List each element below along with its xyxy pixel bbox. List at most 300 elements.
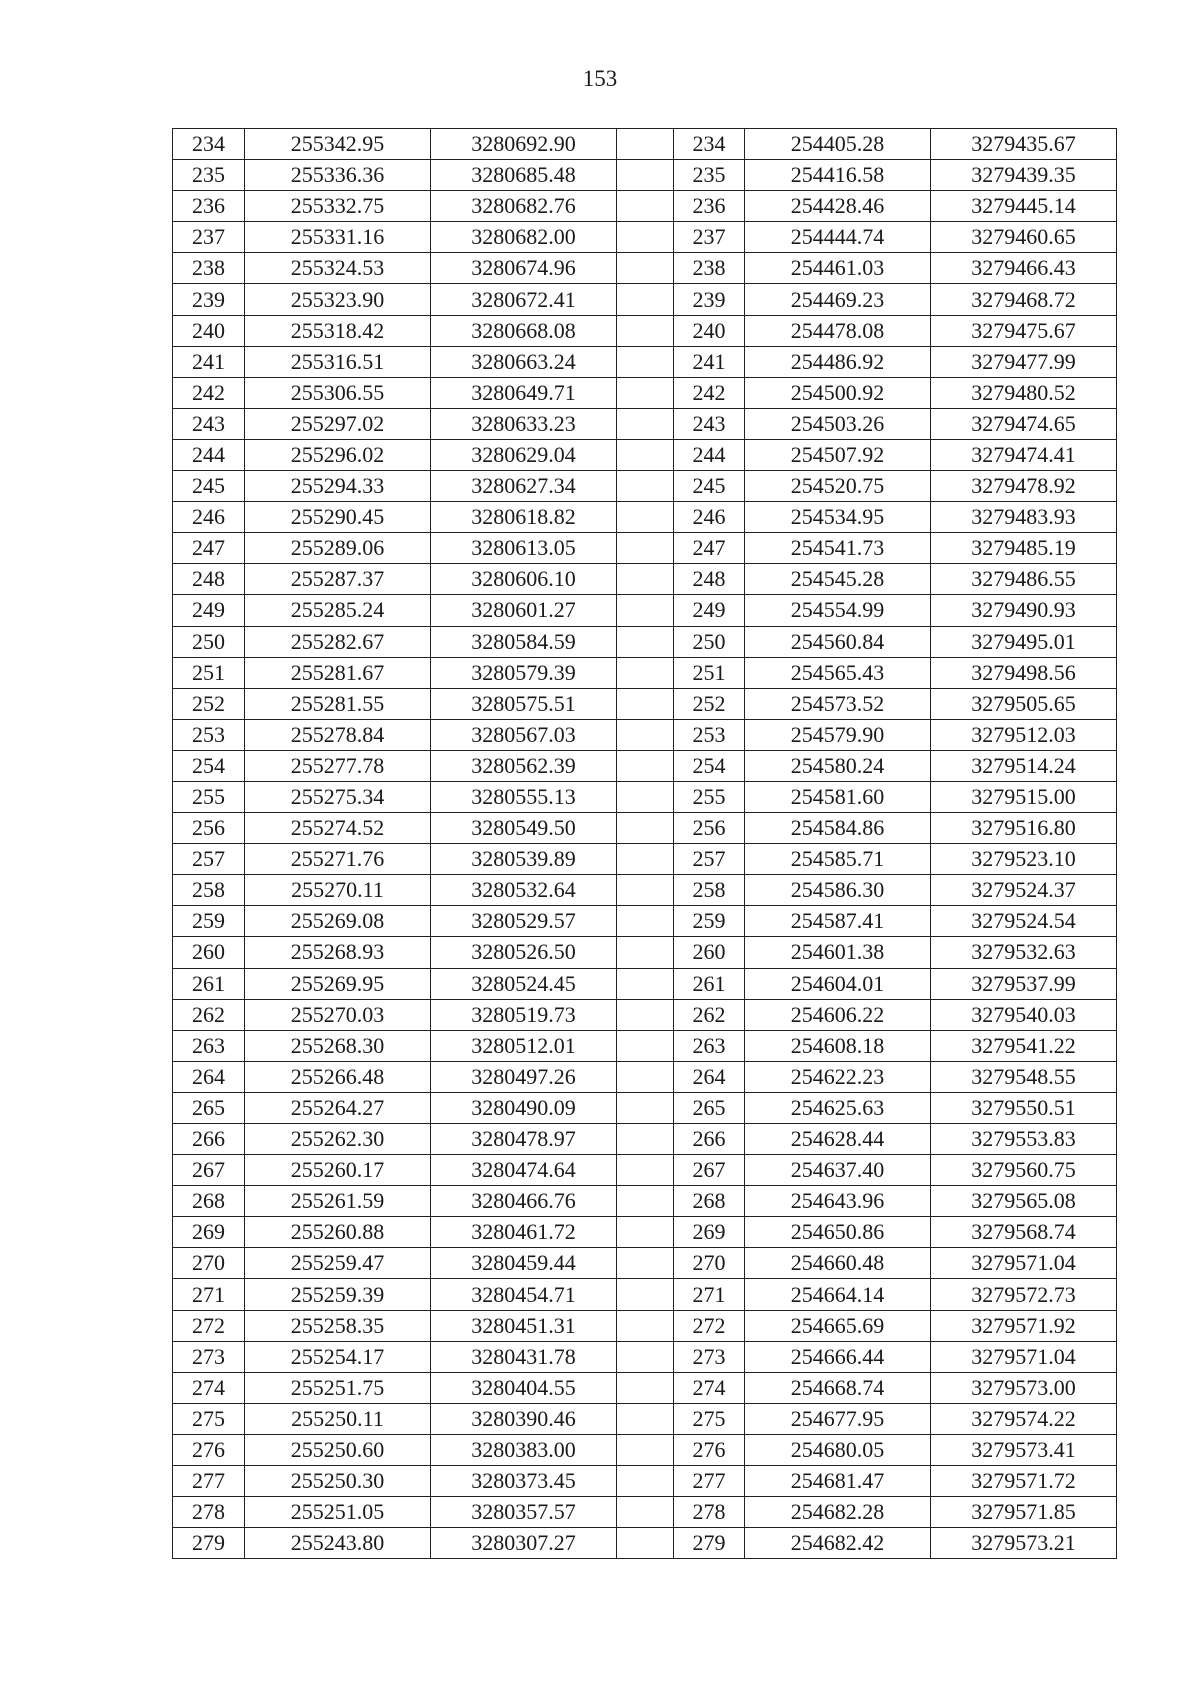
x-coordinate-left: 255269.08 (245, 906, 431, 937)
x-coordinate-left: 255251.75 (245, 1372, 431, 1403)
y-coordinate-left: 3280606.10 (431, 564, 617, 595)
point-number-right: 267 (674, 1155, 745, 1186)
point-number-left: 249 (173, 595, 245, 626)
point-number-left: 269 (173, 1217, 245, 1248)
separator-cell (617, 595, 674, 626)
x-coordinate-right: 254469.23 (745, 284, 931, 315)
separator-cell (617, 844, 674, 875)
y-coordinate-left: 3280601.27 (431, 595, 617, 626)
separator-cell (617, 937, 674, 968)
point-number-left: 253 (173, 719, 245, 750)
point-number-right: 239 (674, 284, 745, 315)
table-row (173, 1155, 1117, 1186)
point-number-left: 251 (173, 657, 245, 688)
point-number-left: 263 (173, 1030, 245, 1061)
x-coordinate-right: 254587.41 (745, 906, 931, 937)
y-coordinate-left: 3280451.31 (431, 1310, 617, 1341)
point-number-left: 273 (173, 1341, 245, 1372)
separator-cell (617, 875, 674, 906)
y-coordinate-left: 3280649.71 (431, 377, 617, 408)
y-coordinate-left: 3280519.73 (431, 999, 617, 1030)
y-coordinate-left: 3280685.48 (431, 160, 617, 191)
separator-cell (617, 906, 674, 937)
coordinates-table (172, 128, 1117, 1559)
point-number-left: 238 (173, 253, 245, 284)
table-row (173, 1217, 1117, 1248)
table-row (173, 253, 1117, 284)
y-coordinate-right: 3279560.75 (931, 1155, 1117, 1186)
separator-cell (617, 1186, 674, 1217)
x-coordinate-left: 255260.88 (245, 1217, 431, 1248)
point-number-right: 236 (674, 191, 745, 222)
x-coordinate-left: 255270.03 (245, 999, 431, 1030)
y-coordinate-right: 3279512.03 (931, 719, 1117, 750)
x-coordinate-left: 255250.11 (245, 1403, 431, 1434)
table-row (173, 1372, 1117, 1403)
y-coordinate-left: 3280307.27 (431, 1528, 617, 1559)
separator-cell (617, 999, 674, 1030)
y-coordinate-right: 3279574.22 (931, 1403, 1117, 1434)
separator-cell (617, 1279, 674, 1310)
point-number-left: 254 (173, 750, 245, 781)
y-coordinate-right: 3279495.01 (931, 626, 1117, 657)
x-coordinate-left: 255289.06 (245, 533, 431, 564)
table-row (173, 595, 1117, 626)
y-coordinate-right: 3279571.04 (931, 1341, 1117, 1372)
x-coordinate-right: 254581.60 (745, 781, 931, 812)
separator-cell (617, 1092, 674, 1123)
table-row (173, 1061, 1117, 1092)
y-coordinate-right: 3279571.72 (931, 1466, 1117, 1497)
table-row (173, 999, 1117, 1030)
point-number-right: 257 (674, 844, 745, 875)
x-coordinate-left: 255296.02 (245, 439, 431, 470)
table-row (173, 1124, 1117, 1155)
point-number-right: 248 (674, 564, 745, 595)
y-coordinate-left: 3280579.39 (431, 657, 617, 688)
point-number-left: 260 (173, 937, 245, 968)
point-number-right: 261 (674, 968, 745, 999)
separator-cell (617, 253, 674, 284)
y-coordinate-right: 3279553.83 (931, 1124, 1117, 1155)
table-row (173, 906, 1117, 937)
x-coordinate-right: 254580.24 (745, 750, 931, 781)
table-row (173, 626, 1117, 657)
x-coordinate-left: 255262.30 (245, 1124, 431, 1155)
y-coordinate-right: 3279571.04 (931, 1248, 1117, 1279)
separator-cell (617, 1434, 674, 1465)
point-number-left: 262 (173, 999, 245, 1030)
table-row (173, 1030, 1117, 1061)
y-coordinate-right: 3279524.37 (931, 875, 1117, 906)
table-row (173, 564, 1117, 595)
table-row (173, 408, 1117, 439)
table-row (173, 1528, 1117, 1559)
y-coordinate-left: 3280431.78 (431, 1341, 617, 1372)
y-coordinate-right: 3279435.67 (931, 129, 1117, 160)
x-coordinate-right: 254534.95 (745, 502, 931, 533)
y-coordinate-left: 3280627.34 (431, 471, 617, 502)
point-number-right: 251 (674, 657, 745, 688)
y-coordinate-right: 3279483.93 (931, 502, 1117, 533)
y-coordinate-right: 3279515.00 (931, 781, 1117, 812)
separator-cell (617, 284, 674, 315)
y-coordinate-left: 3280466.76 (431, 1186, 617, 1217)
x-coordinate-left: 255268.30 (245, 1030, 431, 1061)
point-number-right: 242 (674, 377, 745, 408)
x-coordinate-left: 255277.78 (245, 750, 431, 781)
table-row (173, 222, 1117, 253)
table-row (173, 750, 1117, 781)
y-coordinate-right: 3279478.92 (931, 471, 1117, 502)
x-coordinate-left: 255269.95 (245, 968, 431, 999)
x-coordinate-left: 255282.67 (245, 626, 431, 657)
y-coordinate-right: 3279550.51 (931, 1092, 1117, 1123)
table-row (173, 1341, 1117, 1372)
y-coordinate-left: 3280526.50 (431, 937, 617, 968)
point-number-right: 249 (674, 595, 745, 626)
point-number-right: 263 (674, 1030, 745, 1061)
separator-cell (617, 1310, 674, 1341)
y-coordinate-right: 3279474.41 (931, 439, 1117, 470)
point-number-right: 253 (674, 719, 745, 750)
point-number-left: 266 (173, 1124, 245, 1155)
table-row (173, 377, 1117, 408)
point-number-right: 270 (674, 1248, 745, 1279)
separator-cell (617, 408, 674, 439)
x-coordinate-right: 254565.43 (745, 657, 931, 688)
y-coordinate-right: 3279498.56 (931, 657, 1117, 688)
table-row (173, 875, 1117, 906)
table-row (173, 1248, 1117, 1279)
point-number-left: 276 (173, 1434, 245, 1465)
x-coordinate-right: 254601.38 (745, 937, 931, 968)
y-coordinate-left: 3280672.41 (431, 284, 617, 315)
point-number-right: 276 (674, 1434, 745, 1465)
y-coordinate-left: 3280682.76 (431, 191, 617, 222)
separator-cell (617, 1061, 674, 1092)
point-number-right: 255 (674, 781, 745, 812)
table-row (173, 937, 1117, 968)
x-coordinate-right: 254444.74 (745, 222, 931, 253)
x-coordinate-right: 254478.08 (745, 315, 931, 346)
y-coordinate-right: 3279571.85 (931, 1497, 1117, 1528)
point-number-right: 234 (674, 129, 745, 160)
x-coordinate-right: 254682.42 (745, 1528, 931, 1559)
y-coordinate-right: 3279505.65 (931, 688, 1117, 719)
point-number-left: 272 (173, 1310, 245, 1341)
point-number-right: 254 (674, 750, 745, 781)
x-coordinate-right: 254560.84 (745, 626, 931, 657)
y-coordinate-right: 3279573.00 (931, 1372, 1117, 1403)
x-coordinate-right: 254604.01 (745, 968, 931, 999)
point-number-right: 250 (674, 626, 745, 657)
y-coordinate-right: 3279486.55 (931, 564, 1117, 595)
point-number-left: 264 (173, 1061, 245, 1092)
y-coordinate-right: 3279565.08 (931, 1186, 1117, 1217)
table-row (173, 1466, 1117, 1497)
x-coordinate-right: 254405.28 (745, 129, 931, 160)
separator-cell (617, 688, 674, 719)
y-coordinate-left: 3280512.01 (431, 1030, 617, 1061)
x-coordinate-left: 255281.55 (245, 688, 431, 719)
point-number-left: 259 (173, 906, 245, 937)
separator-cell (617, 750, 674, 781)
x-coordinate-left: 255250.60 (245, 1434, 431, 1465)
point-number-left: 241 (173, 346, 245, 377)
point-number-left: 252 (173, 688, 245, 719)
y-coordinate-left: 3280618.82 (431, 502, 617, 533)
x-coordinate-right: 254554.99 (745, 595, 931, 626)
table-row (173, 688, 1117, 719)
x-coordinate-right: 254573.52 (745, 688, 931, 719)
y-coordinate-left: 3280490.09 (431, 1092, 617, 1123)
x-coordinate-right: 254668.74 (745, 1372, 931, 1403)
point-number-right: 244 (674, 439, 745, 470)
table-row (173, 533, 1117, 564)
y-coordinate-left: 3280478.97 (431, 1124, 617, 1155)
point-number-right: 268 (674, 1186, 745, 1217)
y-coordinate-right: 3279514.24 (931, 750, 1117, 781)
point-number-left: 278 (173, 1497, 245, 1528)
table-row (173, 471, 1117, 502)
separator-cell (617, 1155, 674, 1186)
separator-cell (617, 471, 674, 502)
y-coordinate-left: 3280524.45 (431, 968, 617, 999)
table-row (173, 781, 1117, 812)
y-coordinate-right: 3279523.10 (931, 844, 1117, 875)
point-number-right: 259 (674, 906, 745, 937)
table-row (173, 1092, 1117, 1123)
x-coordinate-left: 255290.45 (245, 502, 431, 533)
separator-cell (617, 1497, 674, 1528)
y-coordinate-left: 3280575.51 (431, 688, 617, 719)
x-coordinate-left: 255271.76 (245, 844, 431, 875)
y-coordinate-left: 3280357.57 (431, 1497, 617, 1528)
table-row (173, 346, 1117, 377)
x-coordinate-left: 255270.11 (245, 875, 431, 906)
y-coordinate-right: 3279460.65 (931, 222, 1117, 253)
point-number-right: 262 (674, 999, 745, 1030)
point-number-right: 241 (674, 346, 745, 377)
x-coordinate-left: 255331.16 (245, 222, 431, 253)
separator-cell (617, 719, 674, 750)
y-coordinate-right: 3279540.03 (931, 999, 1117, 1030)
x-coordinate-right: 254461.03 (745, 253, 931, 284)
x-coordinate-right: 254541.73 (745, 533, 931, 564)
x-coordinate-left: 255264.27 (245, 1092, 431, 1123)
table-row (173, 813, 1117, 844)
y-coordinate-left: 3280529.57 (431, 906, 617, 937)
x-coordinate-right: 254585.71 (745, 844, 931, 875)
point-number-left: 257 (173, 844, 245, 875)
y-coordinate-left: 3280555.13 (431, 781, 617, 812)
x-coordinate-right: 254606.22 (745, 999, 931, 1030)
x-coordinate-right: 254579.90 (745, 719, 931, 750)
table-row (173, 1497, 1117, 1528)
x-coordinate-right: 254428.46 (745, 191, 931, 222)
y-coordinate-right: 3279485.19 (931, 533, 1117, 564)
separator-cell (617, 1248, 674, 1279)
y-coordinate-left: 3280567.03 (431, 719, 617, 750)
point-number-right: 265 (674, 1092, 745, 1123)
y-coordinate-left: 3280663.24 (431, 346, 617, 377)
point-number-right: 266 (674, 1124, 745, 1155)
point-number-right: 274 (674, 1372, 745, 1403)
separator-cell (617, 191, 674, 222)
x-coordinate-left: 255260.17 (245, 1155, 431, 1186)
x-coordinate-left: 255274.52 (245, 813, 431, 844)
table-row (173, 284, 1117, 315)
table-row (173, 1186, 1117, 1217)
point-number-right: 247 (674, 533, 745, 564)
point-number-left: 236 (173, 191, 245, 222)
separator-cell (617, 1217, 674, 1248)
table-row (173, 968, 1117, 999)
separator-cell (617, 1403, 674, 1434)
y-coordinate-right: 3279532.63 (931, 937, 1117, 968)
point-number-left: 258 (173, 875, 245, 906)
separator-cell (617, 657, 674, 688)
point-number-right: 264 (674, 1061, 745, 1092)
y-coordinate-left: 3280373.45 (431, 1466, 617, 1497)
y-coordinate-left: 3280633.23 (431, 408, 617, 439)
y-coordinate-left: 3280454.71 (431, 1279, 617, 1310)
x-coordinate-right: 254677.95 (745, 1403, 931, 1434)
separator-cell (617, 377, 674, 408)
point-number-right: 271 (674, 1279, 745, 1310)
x-coordinate-left: 255324.53 (245, 253, 431, 284)
y-coordinate-right: 3279571.92 (931, 1310, 1117, 1341)
y-coordinate-left: 3280584.59 (431, 626, 617, 657)
table-row (173, 1310, 1117, 1341)
x-coordinate-left: 255261.59 (245, 1186, 431, 1217)
point-number-right: 246 (674, 502, 745, 533)
point-number-right: 258 (674, 875, 745, 906)
x-coordinate-right: 254664.14 (745, 1279, 931, 1310)
y-coordinate-left: 3280461.72 (431, 1217, 617, 1248)
x-coordinate-right: 254660.48 (745, 1248, 931, 1279)
table-row (173, 1279, 1117, 1310)
separator-cell (617, 1528, 674, 1559)
table-row (173, 129, 1117, 160)
point-number-left: 277 (173, 1466, 245, 1497)
y-coordinate-left: 3280549.50 (431, 813, 617, 844)
coordinates-table-body (173, 129, 1117, 1559)
separator-cell (617, 781, 674, 812)
page-number: 153 (582, 66, 618, 91)
x-coordinate-right: 254608.18 (745, 1030, 931, 1061)
x-coordinate-left: 255243.80 (245, 1528, 431, 1559)
point-number-left: 261 (173, 968, 245, 999)
separator-cell (617, 564, 674, 595)
point-number-right: 279 (674, 1528, 745, 1559)
point-number-right: 260 (674, 937, 745, 968)
x-coordinate-right: 254507.92 (745, 439, 931, 470)
x-coordinate-left: 255281.67 (245, 657, 431, 688)
x-coordinate-left: 255250.30 (245, 1466, 431, 1497)
point-number-right: 245 (674, 471, 745, 502)
x-coordinate-right: 254486.92 (745, 346, 931, 377)
y-coordinate-left: 3280668.08 (431, 315, 617, 346)
table-row (173, 315, 1117, 346)
y-coordinate-right: 3279573.21 (931, 1528, 1117, 1559)
separator-cell (617, 1124, 674, 1155)
point-number-left: 268 (173, 1186, 245, 1217)
point-number-left: 247 (173, 533, 245, 564)
y-coordinate-left: 3280474.64 (431, 1155, 617, 1186)
point-number-left: 246 (173, 502, 245, 533)
separator-cell (617, 1466, 674, 1497)
table-row (173, 502, 1117, 533)
separator-cell (617, 222, 674, 253)
point-number-left: 255 (173, 781, 245, 812)
y-coordinate-left: 3280562.39 (431, 750, 617, 781)
point-number-right: 237 (674, 222, 745, 253)
point-number-left: 235 (173, 160, 245, 191)
y-coordinate-right: 3279490.93 (931, 595, 1117, 626)
y-coordinate-left: 3280682.00 (431, 222, 617, 253)
table-row (173, 657, 1117, 688)
point-number-right: 272 (674, 1310, 745, 1341)
y-coordinate-right: 3279474.65 (931, 408, 1117, 439)
table-row (173, 719, 1117, 750)
separator-cell (617, 1030, 674, 1061)
y-coordinate-left: 3280539.89 (431, 844, 617, 875)
y-coordinate-right: 3279468.72 (931, 284, 1117, 315)
x-coordinate-right: 254520.75 (745, 471, 931, 502)
x-coordinate-right: 254681.47 (745, 1466, 931, 1497)
table-row (173, 1403, 1117, 1434)
x-coordinate-left: 255316.51 (245, 346, 431, 377)
point-number-right: 275 (674, 1403, 745, 1434)
x-coordinate-left: 255297.02 (245, 408, 431, 439)
point-number-right: 278 (674, 1497, 745, 1528)
y-coordinate-left: 3280674.96 (431, 253, 617, 284)
point-number-left: 275 (173, 1403, 245, 1434)
x-coordinate-left: 255342.95 (245, 129, 431, 160)
x-coordinate-left: 255323.90 (245, 284, 431, 315)
y-coordinate-right: 3279541.22 (931, 1030, 1117, 1061)
x-coordinate-left: 255259.47 (245, 1248, 431, 1279)
x-coordinate-left: 255285.24 (245, 595, 431, 626)
separator-cell (617, 1372, 674, 1403)
table-row (173, 844, 1117, 875)
y-coordinate-left: 3280629.04 (431, 439, 617, 470)
point-number-left: 279 (173, 1528, 245, 1559)
x-coordinate-right: 254682.28 (745, 1497, 931, 1528)
point-number-right: 238 (674, 253, 745, 284)
point-number-left: 237 (173, 222, 245, 253)
x-coordinate-left: 255259.39 (245, 1279, 431, 1310)
x-coordinate-right: 254584.86 (745, 813, 931, 844)
x-coordinate-left: 255332.75 (245, 191, 431, 222)
y-coordinate-right: 3279516.80 (931, 813, 1117, 844)
point-number-left: 242 (173, 377, 245, 408)
y-coordinate-right: 3279537.99 (931, 968, 1117, 999)
point-number-left: 265 (173, 1092, 245, 1123)
x-coordinate-right: 254625.63 (745, 1092, 931, 1123)
separator-cell (617, 1341, 674, 1372)
x-coordinate-right: 254545.28 (745, 564, 931, 595)
x-coordinate-right: 254416.58 (745, 160, 931, 191)
x-coordinate-right: 254637.40 (745, 1155, 931, 1186)
separator-cell (617, 160, 674, 191)
y-coordinate-right: 3279524.54 (931, 906, 1117, 937)
point-number-right: 269 (674, 1217, 745, 1248)
x-coordinate-right: 254622.23 (745, 1061, 931, 1092)
x-coordinate-right: 254666.44 (745, 1341, 931, 1372)
